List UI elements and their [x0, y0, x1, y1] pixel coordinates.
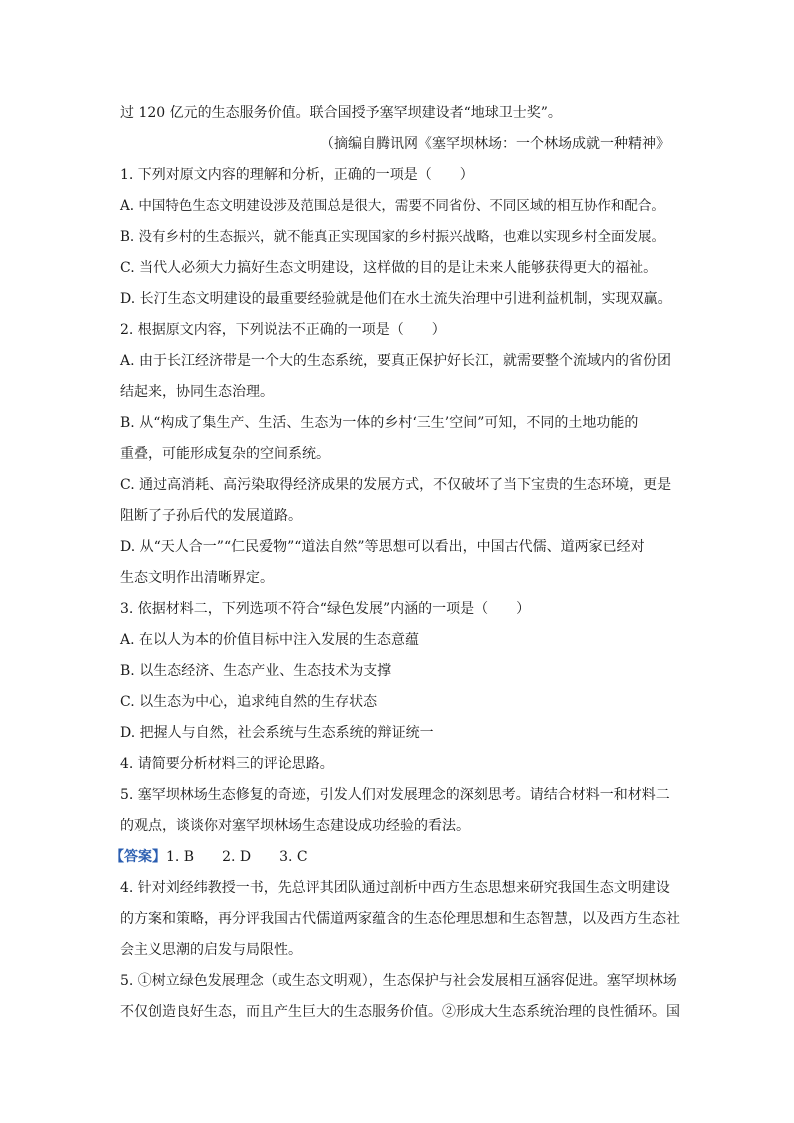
q2-option-b-line2: 重叠，可能形成复杂的空间系统。: [120, 446, 330, 462]
answer5-line1: 5. ①树立绿色发展理念（或生态文明观），生态保护与社会发展相互涵容促进。塞罕坝林场: [120, 973, 677, 989]
q3-option-c: C. 以生态为中心，追求纯自然的生存状态: [120, 694, 378, 710]
q2-option-c-line1: C. 通过高消耗、高污染取得经济成果的发展方式，不仅破坏了当下宝贵的生态环境，更是: [120, 477, 672, 493]
answer4-line2: 的方案和策略，再分评我国古代儒道两家蕴含的生态伦理思想和生态智慧，以及西方生态社: [120, 911, 680, 927]
answer4-line3: 会主义思潮的启发与局限性。: [120, 942, 302, 958]
q3-stem: 3. 依据材料二，下列选项不符合“绿色发展”内涵的一项是（ ）: [120, 601, 531, 617]
q2-stem: 2. 根据原文内容，下列说法不正确的一项是（ ）: [120, 322, 446, 338]
q2-option-a-line2: 结起来，协同生态治理。: [120, 384, 274, 400]
q3-option-a: A. 在以人为本的价值目标中注入发展的生态意蕴: [120, 632, 420, 648]
q2-option-c-line2: 阻断了子孙后代的发展道路。: [120, 508, 302, 524]
answer4-line1: 4. 针对刘经纬教授一书，先总评其团队通过剖析中西方生态思想来研究我国生态文明建设: [120, 880, 670, 896]
q4-stem: 4. 请简要分析材料三的评论思路。: [120, 756, 334, 772]
q1-option-c: C. 当代人必须大力搞好生态文明建设，这样做的目的是让未来人能够获得更大的福祉。: [120, 260, 658, 276]
answer-tag: 【答案】: [110, 849, 166, 865]
source-citation: （摘编自腾讯网《塞罕坝林场：一个林场成就一种精神》: [320, 136, 670, 152]
q3-option-d: D. 把握人与自然，社会系统与生态系统的辩证统一: [120, 725, 434, 741]
q1-option-b: B. 没有乡村的生态振兴，就不能真正实现国家的乡村振兴战略，也难以实现乡村全面发展。: [120, 229, 666, 245]
q3-option-b: B. 以生态经济、生态产业、生态技术为支撑: [120, 663, 392, 679]
q2-option-b-line1: B. 从“构成了集生产、生活、生态为一体的乡村‘三生’空间”可知，不同的土地功能的: [120, 415, 639, 431]
q1-option-d: D. 长汀生态文明建设的最重要经验就是他们在水土流失治理中引进利益机制，实现双赢。: [120, 291, 672, 307]
q2-option-d-line1: D. 从“天人合一”“仁民爱物”“道法自然”等思想可以看出，中国古代儒、道两家已经对: [120, 539, 645, 555]
q5-stem-line1: 5. 塞罕坝林场生态修复的奇迹，引发人们对发展理念的深刻思考。请结合材料一和材料二: [120, 787, 670, 803]
answer-line: [110, 847, 670, 867]
answer-choices: 1. B 2. D 3. C: [166, 849, 308, 865]
q2-option-d-line2: 生态文明作出清晰界定。: [120, 570, 274, 586]
q1-stem: 1. 下列对原文内容的理解和分析，正确的一项是（ ）: [120, 167, 474, 183]
q5-stem-line2: 的观点，谈谈你对塞罕坝林场生态建设成功经验的看法。: [120, 818, 470, 834]
q1-option-a: A. 中国特色生态文明建设涉及范围总是很大，需要不同省份、不同区域的相互协作和配合。: [120, 198, 665, 214]
answer5-line2: 不仅创造良好生态，而且产生巨大的生态服务价值。②形成大生态系统治理的良性循环。国: [120, 1004, 680, 1020]
intro-line: 过 120 亿元的生态服务价值。联合国授予塞罕坝建设者“地球卫士奖”。: [120, 105, 562, 121]
q2-option-a-line1: A. 由于长江经济带是一个大的生态系统，要真正保护好长江，就需要整个流域内的省份团: [120, 353, 672, 369]
